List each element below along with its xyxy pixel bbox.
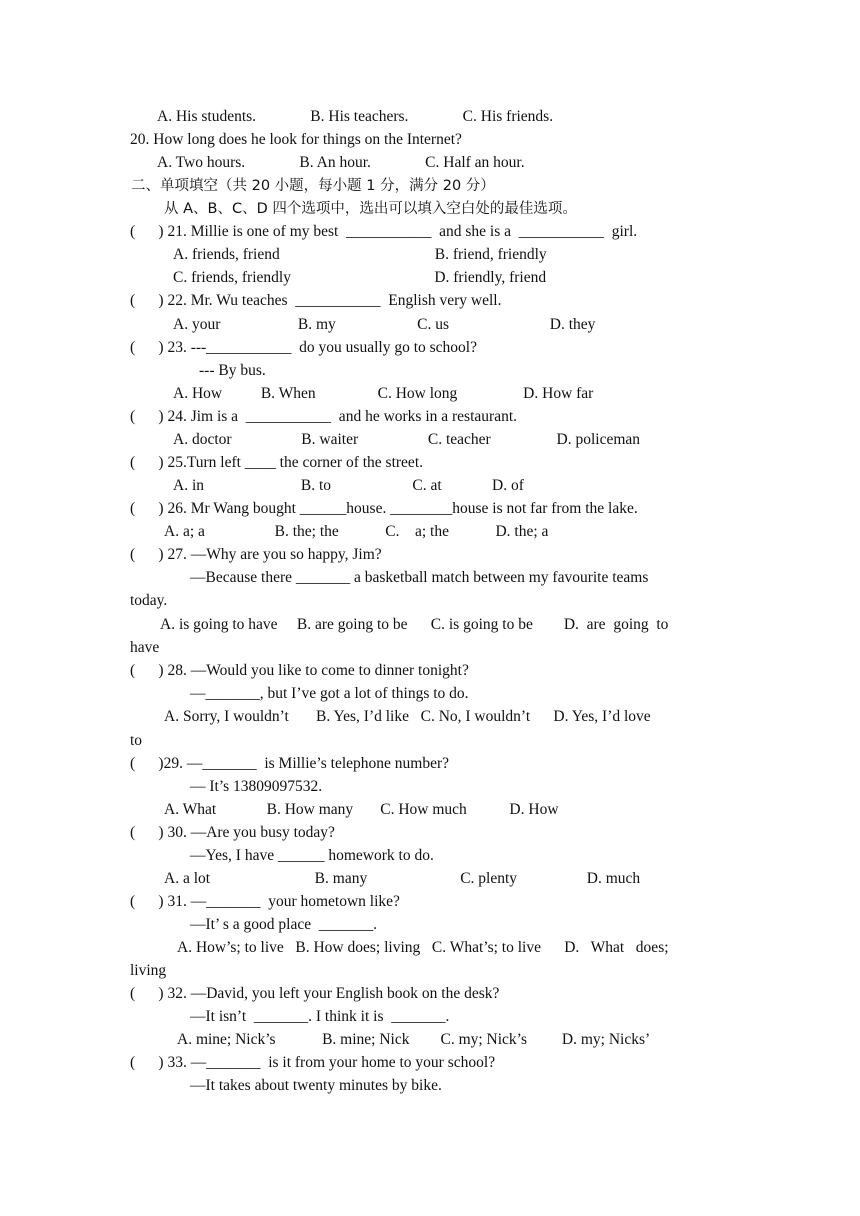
text-line: —It takes about twenty minutes by bike. xyxy=(190,1077,442,1094)
text-line: ( ) 31. —_______ your hometown like? xyxy=(130,893,400,910)
text-line: A. Sorry, I wouldn’t B. Yes, I’d like C. No, I wouldn’t D. Yes, I’d love xyxy=(164,708,651,725)
text-line: C. friends, friendly D. friendly, friend xyxy=(173,269,547,286)
text-line: A. How B. When C. How long D. How far xyxy=(173,385,594,402)
text-line: —_______, but I’ve got a lot of things to do. xyxy=(190,685,469,702)
text-line: ( ) 26. Mr Wang bought ______house. ________house is not far from the lake. xyxy=(130,500,638,517)
text-line: 从 A、B、C、D 四个选项中，选出可以填入空白处的最佳选项。 xyxy=(164,201,577,217)
text-line: A. Two hours. B. An hour. C. Half an hour. xyxy=(157,154,525,171)
text-line: A. is going to have B. are going to be C. is going to be D. are going to xyxy=(160,616,669,633)
text-line: ( ) 24. Jim is a ___________ and he works in a restaurant. xyxy=(130,408,518,425)
text-line: A. a; a B. the; the C. a; the D. the; a xyxy=(164,523,549,540)
text-line: —Because there _______ a basketball match between my favourite teams xyxy=(190,569,649,586)
text-line: ( ) 28. —Would you like to come to dinner tonight? xyxy=(130,662,469,679)
text-line: —It isn’t _______. I think it is _______. xyxy=(190,1008,450,1025)
text-line: today. xyxy=(130,592,168,609)
text-line: have xyxy=(130,639,160,656)
text-line: ( )29. —_______ is Millie’s telephone number? xyxy=(130,755,449,772)
text-line: —Yes, I have ______ homework to do. xyxy=(190,847,434,864)
text-line: A. mine; Nick’s B. mine; Nick C. my; Nick’s D. my; Nicks’ xyxy=(177,1031,651,1048)
text-line: living xyxy=(130,962,167,979)
text-line: ( ) 32. —David, you left your English book on the desk? xyxy=(130,985,500,1002)
text-line: to xyxy=(130,732,143,749)
text-line: ( ) 23. ---___________ do you usually go to school? xyxy=(130,339,477,356)
text-line: ( ) 30. —Are you busy today? xyxy=(130,824,335,841)
text-line: ( ) 21. Millie is one of my best ___________ and she is a ___________ girl. xyxy=(130,223,638,240)
text-line: A. doctor B. waiter C. teacher D. policeman xyxy=(173,431,641,448)
text-line: A. What B. How many C. How much D. How xyxy=(164,801,559,818)
text-line: A. your B. my C. us D. they xyxy=(173,316,596,333)
text-line: ( ) 33. —_______ is it from your home to your school? xyxy=(130,1054,496,1071)
text-line: 20. How long does he look for things on the Internet? xyxy=(130,131,462,148)
text-line: A. friends, friend B. friend, friendly xyxy=(173,246,547,263)
text-line: A. How’s; to live B. How does; living C. What’s; to live D. What does; xyxy=(177,939,669,956)
text-line: A. in B. to C. at D. of xyxy=(173,477,524,494)
text-line: ( ) 27. —Why are you so happy, Jim? xyxy=(130,546,382,563)
text-line: --- By bus. xyxy=(199,362,266,379)
text-line: 二、单项填空（共 20 小题，每小题 1 分，满分 20 分） xyxy=(131,178,495,194)
text-line: — It’s 13809097532. xyxy=(190,778,323,795)
text-line: A. His students. B. His teachers. C. His friends. xyxy=(157,108,554,125)
text-line: A. a lot B. many C. plenty D. much xyxy=(164,870,641,887)
text-line: ( ) 25.Turn left ____ the corner of the street. xyxy=(130,454,423,471)
text-line: —It’ s a good place _______. xyxy=(190,916,377,933)
text-line: ( ) 22. Mr. Wu teaches ___________ English very well. xyxy=(130,292,502,309)
